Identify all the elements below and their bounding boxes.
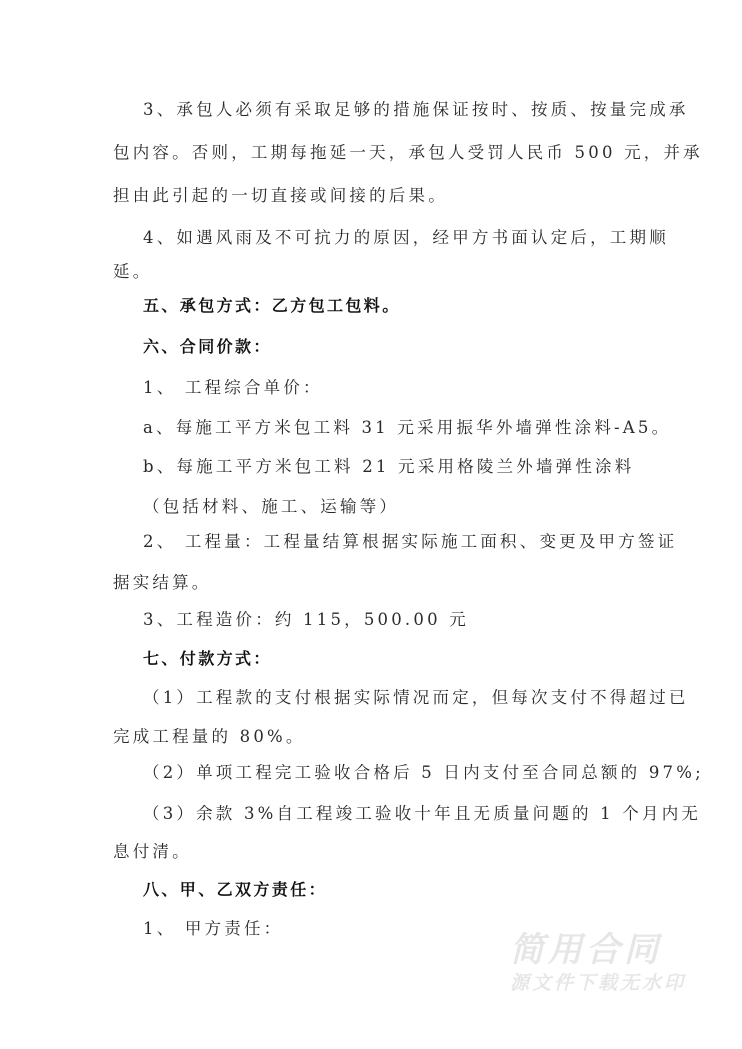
text-line: 包内容。否则，工期每拖延一天，承包人受罚人民币 500 元，并承 — [113, 143, 703, 162]
text-line: （1）工程款的支付根据实际情况而定，但每次支付不得超过已 — [143, 688, 689, 707]
watermark-title: 简用合同 — [510, 930, 662, 970]
text-line: 3、承包人必须有采取足够的措施保证按时、按质、按量完成承 — [143, 100, 689, 119]
section-heading: 八、甲、乙双方责任： — [143, 880, 328, 899]
text-line: 2、 工程量：工程量结算根据实际施工面积、变更及甲方签证 — [143, 532, 678, 551]
text-line: 据实结算。 — [113, 573, 212, 592]
section-heading: 七、付款方式： — [143, 649, 272, 668]
text-line: 3、工程造价：约 115，500.00 元 — [143, 610, 469, 629]
text-line: 担由此引起的一切直接或间接的后果。 — [113, 186, 448, 205]
text-line: 息付清。 — [113, 842, 192, 861]
text-line: 1、 工程综合单价： — [143, 378, 323, 397]
text-line: 4、如遇风雨及不可抗力的原因，经甲方书面认定后，工期顺 — [143, 228, 669, 247]
text-line: b、每施工平方米包工料 21 元采用格陵兰外墙弹性涂料 — [143, 457, 635, 476]
text-line: 延。 — [113, 262, 153, 281]
section-heading: 五、承包方式：乙方包工包料。 — [143, 296, 401, 315]
section-heading: 六、合同价款： — [143, 337, 272, 356]
text-line: 1、 甲方责任： — [143, 919, 284, 938]
text-line: a、每施工平方米包工料 31 元采用振华外墙弹性涂料-A5。 — [143, 418, 672, 437]
text-line: 完成工程量的 80%。 — [113, 727, 306, 746]
text-line: （2）单项工程完工验收合格后 5 日内支付至合同总额的 97%; — [143, 763, 704, 782]
text-line: （3）余款 3%自工程竣工验收十年且无质量问题的 1 个月内无 — [143, 804, 702, 823]
text-line: （包括材料、施工、运输等） — [143, 497, 400, 516]
watermark-subtitle: 源文件下载无水印 — [510, 972, 687, 994]
